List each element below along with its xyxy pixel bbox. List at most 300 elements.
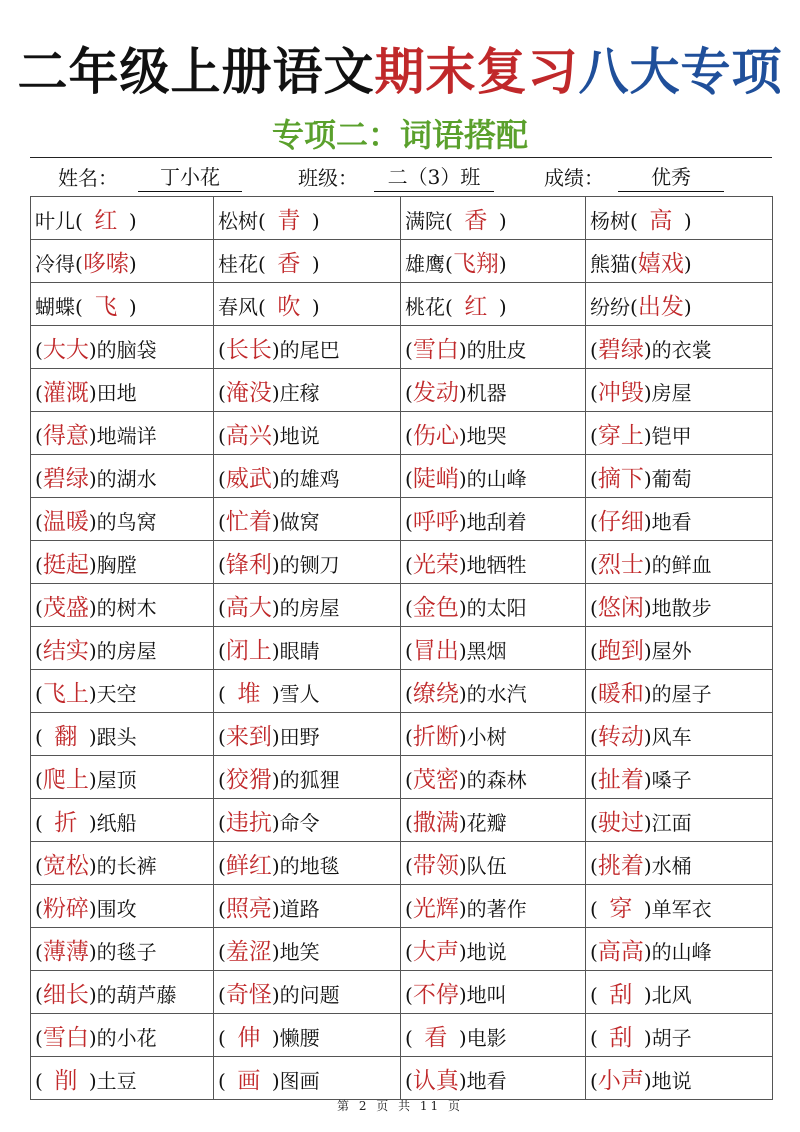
table-cell xyxy=(31,240,214,283)
table-cell xyxy=(31,326,214,369)
cell-suffix: )嗓子 xyxy=(643,767,692,792)
cell-suffix: )土豆 xyxy=(88,1068,137,1093)
table-cell xyxy=(401,670,586,713)
table-row xyxy=(31,541,773,584)
class-label: 班级： xyxy=(298,166,358,190)
cell-suffix: )的葫芦藤 xyxy=(88,982,177,1007)
cell-suffix: ) xyxy=(128,251,137,276)
table-row xyxy=(31,971,773,1014)
table-cell xyxy=(214,885,401,928)
cell-prefix: ( xyxy=(35,767,43,792)
table-cell xyxy=(31,885,214,928)
table-row xyxy=(31,799,773,842)
answer-word: 发动 xyxy=(412,379,459,406)
cell-suffix: )小树 xyxy=(458,724,507,749)
cell-prefix: ( xyxy=(35,552,43,577)
cell-suffix: ) xyxy=(498,251,507,276)
cell-suffix: ) xyxy=(128,294,137,319)
cell-prefix: ( xyxy=(35,595,43,620)
answer-word: 认真 xyxy=(412,1067,459,1094)
table-cell xyxy=(401,627,586,670)
table-cell xyxy=(401,1057,586,1100)
table-cell xyxy=(214,584,401,627)
answer-word: 挑着 xyxy=(597,852,644,879)
table-cell xyxy=(401,197,586,240)
name-label: 姓名： xyxy=(58,166,118,190)
cell-suffix: )地说 xyxy=(458,939,507,964)
cell-suffix: )地看 xyxy=(458,1068,507,1093)
answer-word: 驶过 xyxy=(597,809,644,836)
answer-word: 高高 xyxy=(597,938,644,965)
table-cell xyxy=(586,455,773,498)
cell-suffix: )地哭 xyxy=(458,423,507,448)
cell-prefix: ( xyxy=(405,1068,413,1093)
cell-prefix: ( xyxy=(590,982,598,1007)
class-value: 二（3）班 xyxy=(374,163,494,192)
cell-prefix: ( xyxy=(405,380,413,405)
cell-prefix: ( xyxy=(405,337,413,362)
table-row xyxy=(31,240,773,283)
cell-prefix: ( xyxy=(405,638,413,663)
answer-word: 折 xyxy=(54,809,78,836)
cell-suffix: )铠甲 xyxy=(643,423,692,448)
answer-word: 带领 xyxy=(412,852,459,879)
cell-prefix: 春风( xyxy=(218,294,266,319)
table-cell xyxy=(586,799,773,842)
cell-prefix: ( xyxy=(35,638,43,663)
answer-word: 穿 xyxy=(609,895,633,922)
cell-prefix: ( xyxy=(405,552,413,577)
answer-word: 翻 xyxy=(54,723,78,750)
answer-word: 冒出 xyxy=(412,637,459,664)
table-row xyxy=(31,1014,773,1057)
answer-word: 红 xyxy=(94,207,118,234)
cell-suffix: )纸船 xyxy=(88,810,137,835)
answer-word: 转动 xyxy=(597,723,644,750)
table-cell xyxy=(401,369,586,412)
table-cell xyxy=(401,584,586,627)
cell-suffix: )电影 xyxy=(458,1025,507,1050)
table-cell xyxy=(586,842,773,885)
cell-prefix: ( xyxy=(218,767,226,792)
cell-suffix: )的森林 xyxy=(458,767,527,792)
answer-word: 冲毁 xyxy=(597,379,644,406)
table-row xyxy=(31,197,773,240)
answer-word: 悠闲 xyxy=(597,594,644,621)
table-cell xyxy=(401,885,586,928)
cell-prefix: ( xyxy=(590,466,598,491)
cell-prefix: ( xyxy=(590,810,598,835)
cell-prefix: ( xyxy=(590,595,598,620)
table-cell xyxy=(214,971,401,1014)
cell-suffix: )屋外 xyxy=(643,638,692,663)
answer-word: 忙着 xyxy=(225,508,272,535)
cell-suffix: )的水汽 xyxy=(458,681,527,706)
table-cell xyxy=(214,928,401,971)
cell-prefix: ( xyxy=(590,767,598,792)
cell-prefix: ( xyxy=(218,552,226,577)
table-cell xyxy=(214,842,401,885)
table-row xyxy=(31,455,773,498)
cell-prefix: 冷得( xyxy=(35,251,83,276)
cell-prefix: ( xyxy=(218,380,226,405)
answer-word: 看 xyxy=(424,1024,448,1051)
cell-prefix: ( xyxy=(218,681,226,706)
cell-prefix: ( xyxy=(35,681,43,706)
score-label: 成绩： xyxy=(544,166,604,190)
table-cell xyxy=(586,756,773,799)
table-cell xyxy=(401,1014,586,1057)
cell-prefix: 纷纷( xyxy=(590,294,638,319)
cell-prefix: ( xyxy=(590,1025,598,1050)
student-info-row xyxy=(30,161,772,195)
cell-suffix: )的屋子 xyxy=(643,681,712,706)
table-cell xyxy=(31,1014,214,1057)
cell-prefix: ( xyxy=(590,509,598,534)
answer-word: 淹没 xyxy=(225,379,272,406)
cell-prefix: 桃花( xyxy=(405,294,453,319)
table-cell xyxy=(214,541,401,584)
answer-word: 威武 xyxy=(225,465,272,492)
header-divider xyxy=(30,157,772,158)
answer-word: 呼呼 xyxy=(412,508,459,535)
answer-word: 香 xyxy=(464,207,488,234)
answer-word: 扯着 xyxy=(597,766,644,793)
table-row xyxy=(31,842,773,885)
table-cell xyxy=(214,412,401,455)
cell-suffix: )的著作 xyxy=(458,896,527,921)
title-part: 期末复习 xyxy=(374,43,579,101)
cell-suffix: )的尾巴 xyxy=(271,337,340,362)
cell-suffix: ) xyxy=(683,294,692,319)
cell-prefix: ( xyxy=(405,1025,413,1050)
table-cell xyxy=(214,799,401,842)
cell-suffix: )围攻 xyxy=(88,896,137,921)
cell-prefix: ( xyxy=(590,896,598,921)
cell-suffix: )地散步 xyxy=(643,595,712,620)
answer-word: 照亮 xyxy=(225,895,272,922)
cell-suffix: ) xyxy=(683,251,692,276)
table-cell xyxy=(401,240,586,283)
cell-prefix: ( xyxy=(405,595,413,620)
cell-prefix: ( xyxy=(218,337,226,362)
cell-suffix: )的湖水 xyxy=(88,466,157,491)
cell-prefix: ( xyxy=(405,466,413,491)
cell-suffix: ) xyxy=(311,208,320,233)
cell-prefix: ( xyxy=(405,423,413,448)
answer-word: 结实 xyxy=(42,637,89,664)
answer-word: 画 xyxy=(237,1067,261,1094)
table-cell xyxy=(586,240,773,283)
answer-word: 穿上 xyxy=(597,422,644,449)
table-cell xyxy=(401,412,586,455)
answer-word: 飞 xyxy=(94,293,118,320)
cell-suffix: )田野 xyxy=(271,724,320,749)
answer-word: 锋利 xyxy=(225,551,272,578)
table-cell xyxy=(31,1057,214,1100)
table-cell xyxy=(401,928,586,971)
answer-word: 不停 xyxy=(412,981,459,1008)
cell-suffix: )的狐狸 xyxy=(271,767,340,792)
cell-prefix: ( xyxy=(218,595,226,620)
cell-prefix: 叶儿( xyxy=(35,208,83,233)
cell-prefix: ( xyxy=(590,724,598,749)
answer-word: 仔细 xyxy=(597,508,644,535)
table-cell xyxy=(586,283,773,326)
answer-word: 茂密 xyxy=(412,766,459,793)
answer-word: 刮 xyxy=(609,1024,633,1051)
table-cell xyxy=(401,326,586,369)
answer-word: 挺起 xyxy=(42,551,89,578)
cell-suffix: )葡萄 xyxy=(643,466,692,491)
answer-word: 折断 xyxy=(412,723,459,750)
cell-prefix: ( xyxy=(405,810,413,835)
table-cell xyxy=(214,283,401,326)
cell-suffix: )的房屋 xyxy=(271,595,340,620)
table-cell xyxy=(586,1057,773,1100)
table-row xyxy=(31,369,773,412)
cell-prefix: ( xyxy=(590,1068,598,1093)
cell-suffix: )花瓣 xyxy=(458,810,507,835)
cell-suffix: )地看 xyxy=(643,509,692,534)
table-cell xyxy=(214,369,401,412)
table-cell xyxy=(214,1057,401,1100)
table-cell xyxy=(31,627,214,670)
cell-suffix: )地说 xyxy=(643,1068,692,1093)
cell-suffix: )的长裤 xyxy=(88,853,157,878)
answer-word: 雪白 xyxy=(42,1024,89,1051)
cell-prefix: ( xyxy=(590,423,598,448)
cell-prefix: ( xyxy=(590,552,598,577)
answer-word: 狡猾 xyxy=(225,766,272,793)
cell-suffix: )黑烟 xyxy=(458,638,507,663)
table-cell xyxy=(214,326,401,369)
answer-word: 哆嗦 xyxy=(82,250,129,277)
cell-prefix: ( xyxy=(218,810,226,835)
cell-suffix: )机器 xyxy=(458,380,507,405)
cell-suffix: )的鸟窝 xyxy=(88,509,157,534)
cell-suffix: )的太阳 xyxy=(458,595,527,620)
table-row xyxy=(31,756,773,799)
cell-suffix: )房屋 xyxy=(643,380,692,405)
cell-suffix: )的树木 xyxy=(88,595,157,620)
cell-suffix: ) xyxy=(311,251,320,276)
cell-prefix: ( xyxy=(405,853,413,878)
table-row xyxy=(31,584,773,627)
answer-word: 灌溉 xyxy=(42,379,89,406)
table-cell xyxy=(214,455,401,498)
table-row xyxy=(31,326,773,369)
score-value: 优秀 xyxy=(618,163,724,192)
answer-word: 爬上 xyxy=(42,766,89,793)
table-cell xyxy=(586,627,773,670)
cell-prefix: ( xyxy=(35,853,43,878)
cell-suffix: )地刮着 xyxy=(458,509,527,534)
answer-word: 羞涩 xyxy=(225,938,272,965)
cell-suffix: )懒腰 xyxy=(271,1025,320,1050)
cell-prefix: ( xyxy=(405,982,413,1007)
table-cell xyxy=(31,197,214,240)
cell-prefix: ( xyxy=(35,380,43,405)
cell-prefix: ( xyxy=(590,939,598,964)
answer-word: 金色 xyxy=(412,594,459,621)
cell-prefix: ( xyxy=(35,982,43,1007)
table-cell xyxy=(401,541,586,584)
table-cell xyxy=(31,283,214,326)
table-cell xyxy=(214,498,401,541)
answer-word: 薄薄 xyxy=(42,938,89,965)
cell-suffix: )命令 xyxy=(271,810,320,835)
answer-word: 青 xyxy=(277,207,301,234)
table-row xyxy=(31,412,773,455)
table-cell xyxy=(214,627,401,670)
table-cell xyxy=(586,369,773,412)
table-cell xyxy=(586,197,773,240)
cell-prefix: ( xyxy=(218,1025,226,1050)
answer-word: 宽松 xyxy=(42,852,89,879)
cell-suffix: )眼睛 xyxy=(271,638,320,663)
cell-prefix: ( xyxy=(35,337,43,362)
cell-prefix: 熊猫( xyxy=(590,251,638,276)
cell-prefix: ( xyxy=(35,423,43,448)
cell-suffix: )雪人 xyxy=(271,681,320,706)
name-value: 丁小花 xyxy=(138,163,242,192)
answer-word: 高 xyxy=(649,207,673,234)
table-cell xyxy=(586,412,773,455)
table-cell xyxy=(586,885,773,928)
cell-suffix: )的肚皮 xyxy=(458,337,527,362)
cell-suffix: )的问题 xyxy=(271,982,340,1007)
cell-suffix: )地叫 xyxy=(458,982,507,1007)
cell-suffix: ) xyxy=(128,208,137,233)
answer-word: 飞翔 xyxy=(452,250,499,277)
answer-word: 粉碎 xyxy=(42,895,89,922)
cell-prefix: ( xyxy=(590,853,598,878)
answer-word: 违抗 xyxy=(225,809,272,836)
answer-word: 奇怪 xyxy=(225,981,272,1008)
cell-suffix: )的衣裳 xyxy=(643,337,712,362)
table-cell xyxy=(401,498,586,541)
cell-prefix: 满院( xyxy=(405,208,453,233)
table-cell xyxy=(31,799,214,842)
table-cell xyxy=(401,971,586,1014)
table-cell xyxy=(214,240,401,283)
cell-suffix: )做窝 xyxy=(271,509,320,534)
answer-word: 雪白 xyxy=(412,336,459,363)
cell-suffix: )的地毯 xyxy=(271,853,340,878)
cell-prefix: ( xyxy=(590,337,598,362)
table-cell xyxy=(586,541,773,584)
cell-prefix: ( xyxy=(35,939,43,964)
answer-word: 飞上 xyxy=(42,680,89,707)
table-cell xyxy=(401,756,586,799)
cell-prefix: ( xyxy=(35,466,43,491)
cell-prefix: ( xyxy=(35,896,43,921)
answer-word: 闭上 xyxy=(225,637,272,664)
table-cell xyxy=(586,670,773,713)
cell-prefix: ( xyxy=(218,982,226,1007)
table-cell xyxy=(214,670,401,713)
cell-prefix: ( xyxy=(218,1068,226,1093)
cell-suffix: ) xyxy=(498,294,507,319)
cell-suffix: ) xyxy=(683,208,692,233)
answer-word: 撒满 xyxy=(412,809,459,836)
cell-suffix: )田地 xyxy=(88,380,137,405)
cell-suffix: ) xyxy=(311,294,320,319)
cell-prefix: ( xyxy=(218,896,226,921)
cell-suffix: )的小花 xyxy=(88,1025,157,1050)
cell-suffix: )北风 xyxy=(643,982,692,1007)
cell-prefix: ( xyxy=(405,767,413,792)
cell-prefix: ( xyxy=(405,509,413,534)
answer-word: 碧绿 xyxy=(597,336,644,363)
answer-word: 伸 xyxy=(237,1024,261,1051)
cell-suffix: )的房屋 xyxy=(88,638,157,663)
table-cell xyxy=(31,498,214,541)
cell-suffix: )跟头 xyxy=(88,724,137,749)
answer-word: 嬉戏 xyxy=(637,250,684,277)
cell-suffix: )地说 xyxy=(271,423,320,448)
table-cell xyxy=(401,842,586,885)
cell-suffix: )道路 xyxy=(271,896,320,921)
cell-prefix: 蝴蝶( xyxy=(35,294,83,319)
table-row xyxy=(31,885,773,928)
answer-word: 大声 xyxy=(412,938,459,965)
cell-suffix: ) xyxy=(498,208,507,233)
table-cell xyxy=(586,326,773,369)
answer-word: 大大 xyxy=(42,336,89,363)
cell-suffix: )的铡刀 xyxy=(271,552,340,577)
cell-prefix: 杨树( xyxy=(590,208,638,233)
answer-word: 伤心 xyxy=(412,422,459,449)
cell-suffix: )屋顶 xyxy=(88,767,137,792)
cell-prefix: ( xyxy=(590,380,598,405)
answer-word: 跑到 xyxy=(597,637,644,664)
cell-prefix: ( xyxy=(218,724,226,749)
answer-word: 烈士 xyxy=(597,551,644,578)
answer-word: 削 xyxy=(54,1067,78,1094)
cell-prefix: ( xyxy=(590,681,598,706)
cell-suffix: )地笑 xyxy=(271,939,320,964)
title-part: 二年级上册语文 xyxy=(17,43,375,101)
cell-prefix: ( xyxy=(405,939,413,964)
table-cell xyxy=(586,928,773,971)
page-footer: 第 2 页 共 11 页 xyxy=(337,1099,463,1113)
cell-prefix: ( xyxy=(218,853,226,878)
table-cell xyxy=(31,412,214,455)
cell-prefix: ( xyxy=(218,638,226,663)
table-cell xyxy=(31,584,214,627)
table-row xyxy=(31,498,773,541)
cell-prefix: ( xyxy=(35,509,43,534)
table-cell xyxy=(214,756,401,799)
answer-word: 小声 xyxy=(597,1067,644,1094)
table-cell xyxy=(31,369,214,412)
cell-prefix: 桂花( xyxy=(218,251,266,276)
answer-word: 堆 xyxy=(237,680,261,707)
cell-prefix: ( xyxy=(35,810,43,835)
table-cell xyxy=(31,842,214,885)
answer-word: 高兴 xyxy=(225,422,272,449)
answer-word: 出发 xyxy=(637,293,684,320)
cell-prefix: ( xyxy=(218,509,226,534)
cell-prefix: ( xyxy=(405,681,413,706)
cell-suffix: )的山峰 xyxy=(458,466,527,491)
answer-word: 暖和 xyxy=(597,680,644,707)
answer-word: 刮 xyxy=(609,981,633,1008)
table-cell xyxy=(401,713,586,756)
table-cell xyxy=(586,1014,773,1057)
